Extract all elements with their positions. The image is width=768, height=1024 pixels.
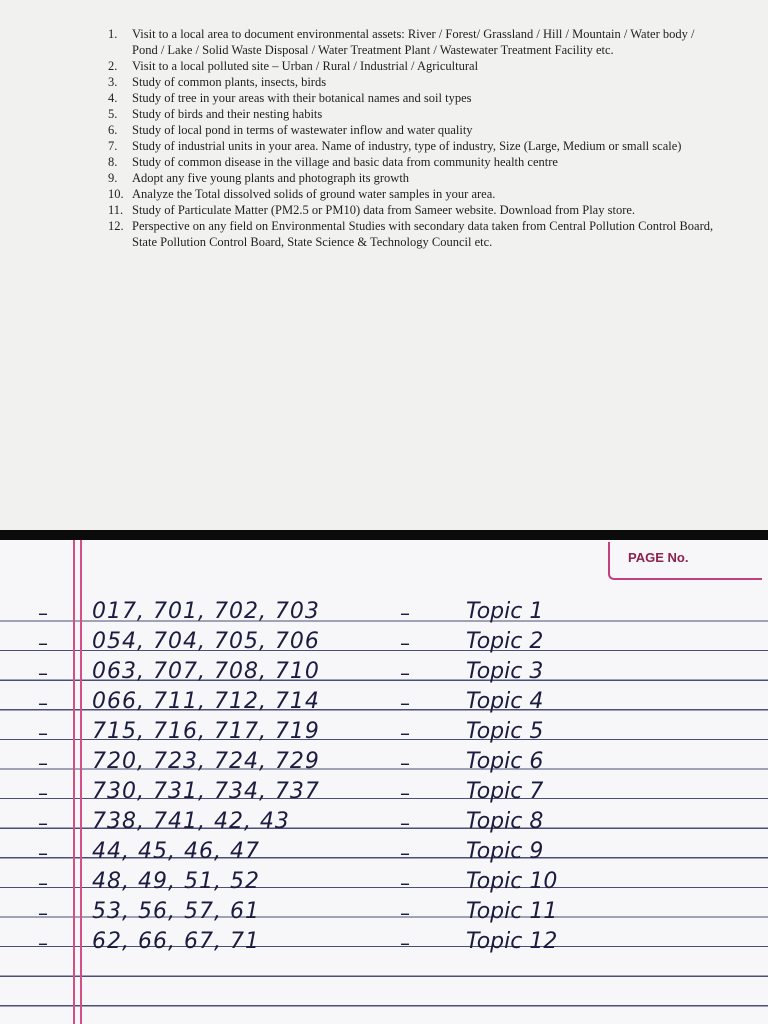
topic-label: Topic 2 [466, 629, 544, 654]
list-item [108, 170, 718, 186]
row-bullet: – [38, 631, 48, 655]
row-dash: – [400, 841, 410, 865]
row-dash: – [400, 601, 410, 625]
roll-numbers: 054, 704, 705, 706 [92, 629, 320, 654]
assignment-row [0, 598, 768, 628]
roll-numbers: 738, 741, 42, 43 [92, 809, 290, 834]
assignment-row [0, 808, 768, 838]
item-number: 12. [108, 219, 124, 233]
list-item [108, 106, 718, 122]
assignment-row [0, 628, 768, 658]
roll-numbers: 063, 707, 708, 710 [92, 659, 320, 684]
row-bullet: – [38, 751, 48, 775]
roll-numbers: 066, 711, 712, 714 [92, 689, 320, 714]
item-number: 11. [108, 203, 124, 217]
topic-label: Topic 4 [466, 689, 544, 714]
item-number: 5. [108, 107, 118, 121]
item-text: Study of common plants, insects, birds [132, 75, 327, 89]
list-item [108, 218, 718, 250]
assignment-row [0, 718, 768, 748]
row-dash: – [400, 661, 410, 685]
item-text: Study of birds and their nesting habits [132, 107, 323, 121]
row-dash: – [400, 721, 410, 745]
assignment-row [0, 898, 768, 928]
item-number: 9. [108, 171, 118, 185]
item-text: Perspective on any field on Environmental Studies with secondary data taken from Central Pollution Control Board, State Pollution Control Board, State Science & Technology Council etc. [132, 219, 714, 249]
row-bullet: – [38, 931, 48, 955]
list-item [108, 122, 718, 138]
row-dash: – [400, 631, 410, 655]
row-dash: – [400, 751, 410, 775]
item-text: Study of Particulate Matter (PM2.5 or PM10) data from Sameer website. Download from Play store. [132, 203, 636, 217]
roll-numbers: 53, 56, 57, 61 [92, 899, 260, 924]
roll-numbers: 720, 723, 724, 729 [92, 749, 320, 774]
list-item [108, 202, 718, 218]
topic-label: Topic 7 [466, 779, 544, 804]
item-text: Study of industrial units in your area. Name of industry, type of industry, Size (Large, Medium or small scale) [132, 139, 682, 153]
item-text: Analyze the Total dissolved solids of ground water samples in your area. [132, 187, 496, 201]
topic-label: Topic 11 [466, 899, 558, 924]
assignment-row [0, 838, 768, 868]
list-item [108, 154, 718, 170]
row-bullet: – [38, 721, 48, 745]
topic-label: Topic 1 [466, 599, 544, 624]
row-dash: – [400, 901, 410, 925]
item-number: 1. [108, 27, 118, 41]
row-bullet: – [38, 691, 48, 715]
row-dash: – [400, 871, 410, 895]
roll-numbers: 62, 66, 67, 71 [92, 929, 260, 954]
row-bullet: – [38, 871, 48, 895]
list-item [108, 74, 718, 90]
row-bullet: – [38, 811, 48, 835]
row-bullet: – [38, 661, 48, 685]
roll-numbers: 44, 45, 46, 47 [92, 839, 260, 864]
item-text: Study of common disease in the village and basic data from community health centre [132, 155, 558, 169]
notebook-page [0, 540, 768, 1024]
item-text: Study of local pond in terms of wastewater inflow and water quality [132, 123, 473, 137]
roll-numbers: 715, 716, 717, 719 [92, 719, 320, 744]
topic-label: Topic 8 [466, 809, 544, 834]
item-number: 8. [108, 155, 118, 169]
assignment-row [0, 868, 768, 898]
list-item [108, 90, 718, 106]
item-text: Visit to a local area to document environmental assets: River / Forest/ Grassland / Hill / Mountain / Water body / Pond / Lake / Solid Waste Disposal / Water Treatment Plant / Wastewater Treatment Facility etc. [132, 27, 695, 57]
page-number-label: PAGE No. [628, 550, 689, 565]
item-text: Study of tree in your areas with their botanical names and soil types [132, 91, 472, 105]
roll-numbers: 730, 731, 734, 737 [92, 779, 320, 804]
row-bullet: – [38, 841, 48, 865]
item-number: 2. [108, 59, 118, 73]
list-item [108, 186, 718, 202]
item-number: 10. [108, 187, 124, 201]
row-bullet: – [38, 781, 48, 805]
topic-label: Topic 9 [466, 839, 544, 864]
item-text: Visit to a local polluted site – Urban / Rural / Industrial / Agricultural [132, 59, 479, 73]
assignment-row [0, 748, 768, 778]
row-dash: – [400, 781, 410, 805]
row-dash: – [400, 691, 410, 715]
item-number: 3. [108, 75, 118, 89]
activity-list [108, 26, 718, 250]
topic-label: Topic 5 [466, 719, 544, 744]
row-bullet: – [38, 601, 48, 625]
item-number: 7. [108, 139, 118, 153]
topic-label: Topic 10 [466, 869, 558, 894]
item-number: 6. [108, 123, 118, 137]
topic-label: Topic 3 [466, 659, 544, 684]
assignment-row [0, 688, 768, 718]
item-number: 4. [108, 91, 118, 105]
topic-label: Topic 6 [466, 749, 544, 774]
row-dash: – [400, 931, 410, 955]
assignment-row [0, 778, 768, 808]
list-item [108, 58, 718, 74]
list-item [108, 138, 718, 154]
roll-numbers: 017, 701, 702, 703 [92, 599, 320, 624]
row-bullet: – [38, 901, 48, 925]
assignment-row [0, 658, 768, 688]
topic-label: Topic 12 [466, 929, 558, 954]
assignment-row [0, 928, 768, 958]
row-dash: – [400, 811, 410, 835]
roll-numbers: 48, 49, 51, 52 [92, 869, 260, 894]
list-item [108, 26, 718, 58]
photo-divider [0, 530, 768, 540]
item-text: Adopt any five young plants and photograph its growth [132, 171, 410, 185]
